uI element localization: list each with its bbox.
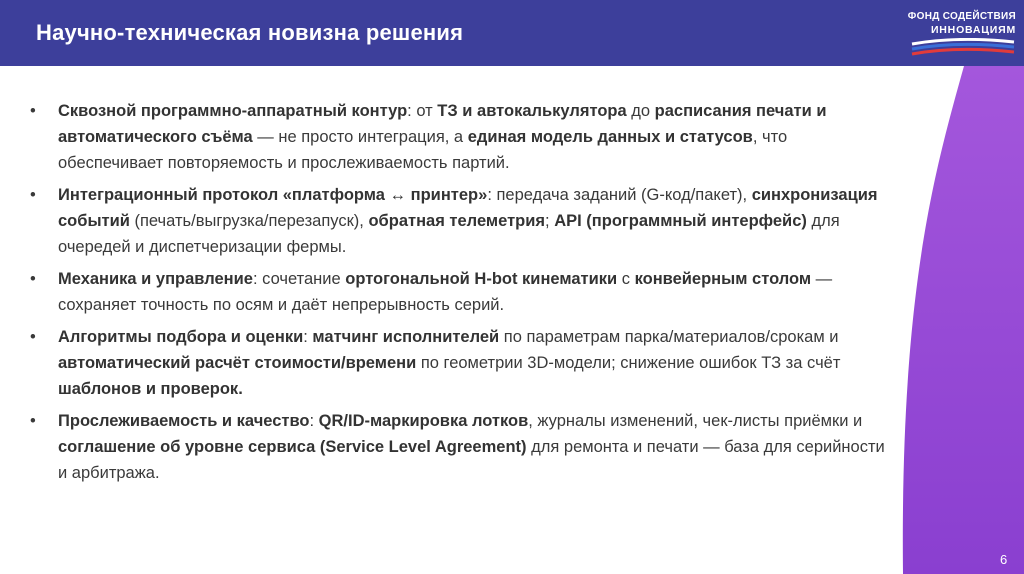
bullet-text: по геометрии 3D-модели; снижение ошибок ТЗ за счёт [416, 354, 841, 372]
page-number: 6 [1000, 552, 1008, 567]
flag-swoosh-icon [908, 38, 1016, 58]
bullet-text: — сохраняет точность по осям и даёт непрерывность серий. [58, 270, 833, 314]
bullet-list [30, 98, 890, 492]
bullet-bold-text: расписания печати и автоматического съёма [58, 102, 827, 146]
bullet-dot-icon: • [30, 270, 36, 288]
bullet-bold-text: обратная телеметрия [368, 212, 546, 230]
bullet-text: ; [545, 212, 555, 230]
bullet-bold-text: синхронизация событий [58, 186, 878, 230]
bullet-bold-text: автоматический расчёт стоимости/времени [58, 354, 417, 372]
bullet-text: : от [407, 102, 438, 120]
bullet-text: для ремонта и печати — база для серийности и арбитража. [58, 438, 885, 482]
bullet-bold-text: матчинг исполнителей [312, 328, 500, 346]
bullet-bold-text: соглашение об уровне сервиса (Service Level Agreement) [58, 438, 527, 456]
bullet-item [30, 408, 890, 486]
bullet-text: (печать/выгрузка/перезапуск), [129, 212, 369, 230]
header-bar [0, 0, 1024, 66]
slide-title: Научно-техническая новизна решения [36, 20, 464, 45]
bullet-text: : сочетание [252, 270, 346, 288]
bullet-item [30, 324, 890, 402]
bullet-text: : передача заданий (G-код/пакет), [487, 186, 752, 204]
bullet-bold-text: Механика и управление [58, 270, 253, 288]
bullet-text: с [617, 270, 635, 288]
bullet-dot-icon: • [30, 186, 36, 204]
bullet-dot-icon: • [30, 412, 36, 430]
bullet-bold-text: единая модель данных и статусов [467, 128, 753, 146]
bullet-bold-text: QR/ID-маркировка лотков [318, 412, 529, 430]
bullet-text: , журналы изменений, чек-листы приёмки и [528, 412, 863, 430]
bullet-item [30, 182, 890, 260]
bullet-bold-text: Прослеживаемость и качество [58, 412, 310, 430]
bullet-bold-text: шаблонов и проверок. [58, 380, 243, 398]
bullet-bold-text: ТЗ и автокалькулятора [437, 102, 627, 120]
bullet-text: , что обеспечивает повторяемость и прослеживаемость партий. [58, 128, 788, 172]
bullet-bold-text: конвейерным столом [634, 270, 812, 288]
bullet-dot-icon: • [30, 102, 36, 120]
bullet-item [30, 98, 890, 176]
bullet-dot-icon: • [30, 328, 36, 346]
bullet-bold-text: Сквозной программно-аппаратный контур [58, 102, 408, 120]
bullet-text: : [309, 412, 319, 430]
bullet-text: до [626, 102, 655, 120]
fund-logo [908, 8, 1016, 60]
bullet-bold-text: Алгоритмы подбора и оценки [58, 328, 304, 346]
bullet-text: по параметрам парка/материалов/срокам и [499, 328, 839, 346]
bullet-text: для очередей и диспетчеризации фермы. [58, 212, 840, 256]
bullet-bold-text: ортогональной H-bot кинематики [345, 270, 618, 288]
bullet-bold-text: API (программный интерфейс) [554, 212, 807, 230]
bullet-bold-text: Интеграционный протокол «платформа ↔ принтер» [58, 186, 488, 204]
bullet-text: : [303, 328, 313, 346]
logo-text-line1: ФОНД СОДЕЙСТВИЯ [907, 11, 1016, 22]
bullet-text: — не просто интеграция, а [252, 128, 468, 146]
bullet-item [30, 266, 890, 318]
logo-text-line2: ИННОВАЦИЯМ [930, 24, 1016, 36]
